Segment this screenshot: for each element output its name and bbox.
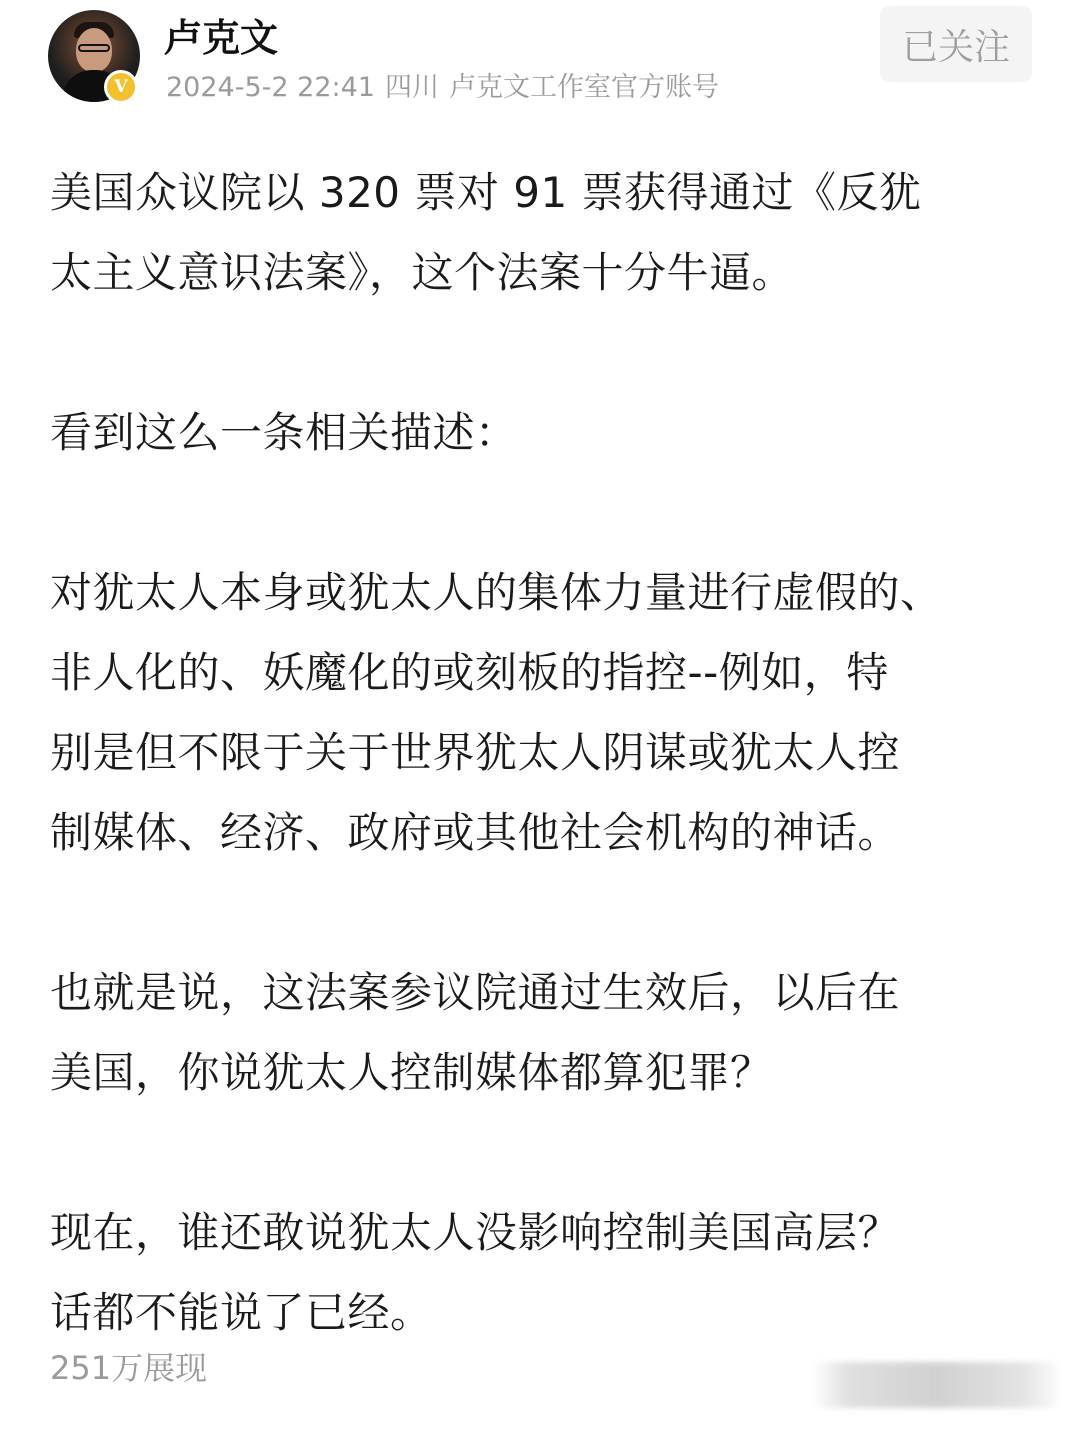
post-paragraph: 美国众议院以 320 票对 91 票获得通过《反犹 太主义意识法案》，这个法案十分牛逼。 bbox=[50, 168, 922, 297]
author-name[interactable]: 卢克文 bbox=[164, 16, 279, 60]
verified-badge-icon: V bbox=[104, 70, 138, 104]
post-paragraph: 看到这么一条相关描述： bbox=[50, 408, 518, 457]
post-paragraph: 也就是说，这法案参议院通过生效后，以后在 美国，你说犹太人控制媒体都算犯罪？ bbox=[50, 968, 901, 1097]
blurred-watermark bbox=[812, 1362, 1058, 1408]
post-paragraph: 现在，谁还敢说犹太人没影响控制美国高层？ 话都不能说了已经。 bbox=[50, 1208, 901, 1337]
view-count: 251万展现 bbox=[50, 1349, 208, 1387]
post-paragraph: 对犹太人本身或犹太人的集体力量进行虚假的、 非人化的、妖魔化的或刻板的指控--例如，特 别是但不限于关于世界犹太人阴谋或犹太人控 制媒体、经济、政府或其他社会机构的神话。 bbox=[50, 568, 943, 857]
post-timestamp: 2024-5-2 22:41 bbox=[166, 72, 375, 103]
post-location: 四川 bbox=[384, 72, 439, 103]
avatar-glasses bbox=[78, 44, 110, 52]
account-type: 卢克文工作室官方账号 bbox=[448, 72, 719, 103]
post-body bbox=[50, 153, 1040, 1353]
follow-button[interactable]: 已关注 bbox=[880, 6, 1032, 82]
post-header bbox=[0, 0, 1080, 130]
post-meta bbox=[166, 70, 729, 106]
